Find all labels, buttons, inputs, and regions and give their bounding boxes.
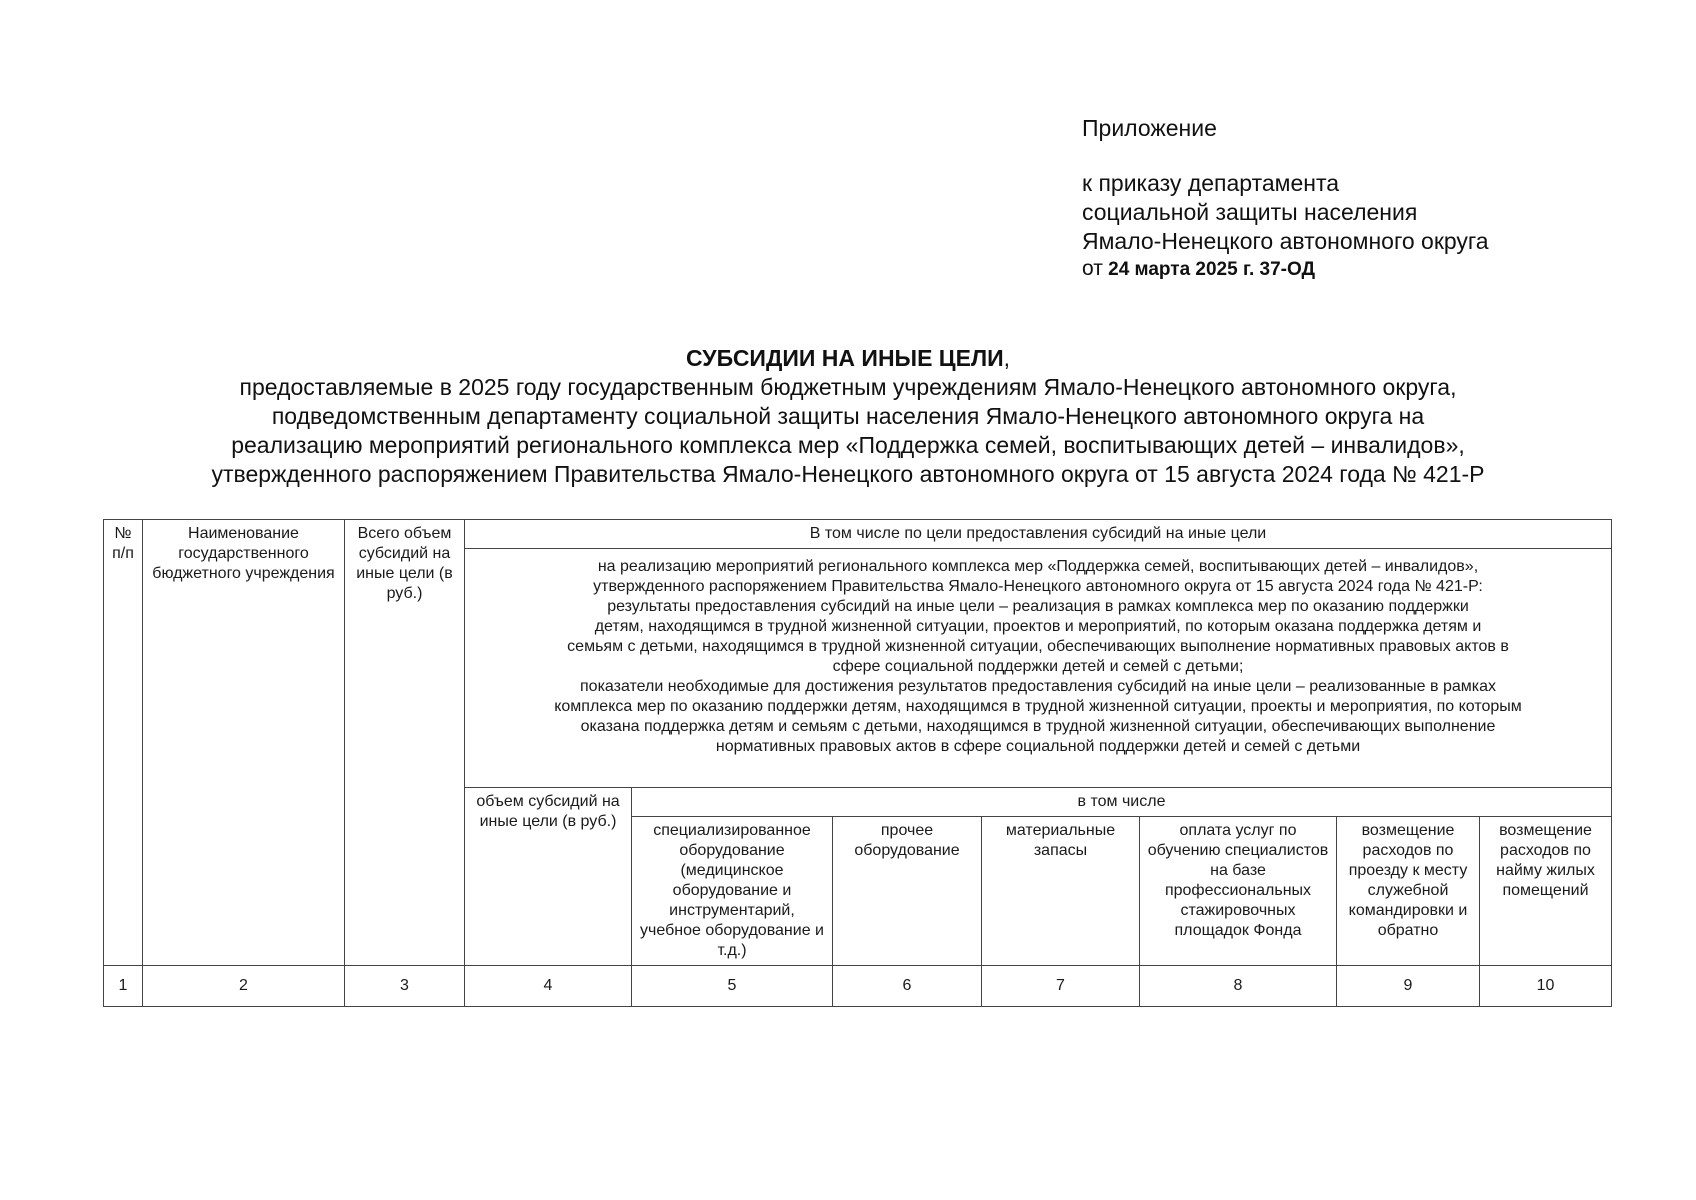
- column-number: 7: [982, 966, 1140, 1007]
- header-total-volume: Всего объем субсидий на иные цели (в руб.): [345, 520, 465, 966]
- header-specialized-equipment: специализированное оборудование (медицинское оборудование и инструментарий, учебное оборудование и т.д.): [632, 817, 833, 966]
- header-institution-name: Наименование государственного бюджетного учреждения: [143, 520, 345, 966]
- header-including: в том числе: [632, 788, 1612, 817]
- column-number: 4: [465, 966, 632, 1007]
- title-line-1: предоставляемые в 2025 году государственным бюджетным учреждениям Ямало-Ненецкого автономного округа,: [239, 374, 1457, 400]
- goal-line: детям, находящимся в трудной жизненной ситуации, проектов и мероприятий, по которым оказана поддержка детям и: [594, 618, 1482, 635]
- column-number-row: [104, 966, 1612, 1007]
- column-number: 10: [1480, 966, 1612, 1007]
- header-number: № п/п: [104, 520, 143, 966]
- appendix-block: [1082, 114, 1602, 283]
- header-travel-reimbursement: возмещение расходов по проезду к месту служебной командировки и обратно: [1337, 817, 1480, 966]
- appendix-gap: [1082, 143, 1602, 169]
- column-number: 2: [143, 966, 345, 1007]
- goal-line: оказана поддержка детям и семьям с детьми, находящимся в трудной жизненной ситуации, обеспечивающих выполнение: [580, 718, 1496, 735]
- column-number: 3: [345, 966, 465, 1007]
- column-number: 8: [1140, 966, 1337, 1007]
- column-number: 5: [632, 966, 833, 1007]
- goal-line: сфере социальной поддержки детей и семей с детьми;: [832, 658, 1244, 675]
- subsidies-table: [103, 519, 1612, 1007]
- column-number: 1: [104, 966, 143, 1007]
- document-title: [80, 344, 1616, 489]
- order-date-value: 24 марта 2025 г. 37-ОД: [1108, 259, 1316, 280]
- column-number: 9: [1337, 966, 1480, 1007]
- header-material-stocks: материальные запасы: [982, 817, 1140, 966]
- goal-line: семьям с детьми, находящимся в трудной жизненной ситуации, обеспечивающих выполнение нормативных правовых актов в: [567, 638, 1509, 655]
- appendix-line-2: социальной защиты населения: [1082, 199, 1418, 225]
- title-line-4: утвержденного распоряжением Правительства Ямало-Ненецкого автономного округа от 15 августа 2024 года № 421-Р: [211, 461, 1485, 487]
- title-line-2: подведомственным департаменту социальной защиты населения Ямало-Ненецкого автономного округа на: [271, 403, 1425, 429]
- appendix-line-1: к приказу департамента: [1082, 170, 1340, 196]
- header-housing-reimbursement: возмещение расходов по найму жилых помещений: [1480, 817, 1612, 966]
- appendix-line-3: Ямало-Ненецкого автономного округа: [1082, 228, 1489, 254]
- order-date-prefix: от: [1082, 257, 1103, 280]
- column-number: 6: [833, 966, 982, 1007]
- order-date: [1082, 256, 1602, 283]
- appendix-label: Приложение: [1082, 115, 1217, 141]
- header-goal-description: [465, 549, 1612, 788]
- title-main: СУБСИДИИ НА ИНЫЕ ЦЕЛИ: [685, 345, 1004, 371]
- goal-line: результаты предоставления субсидий на иные цели – реализация в рамках комплекса мер по оказанию поддержки: [607, 598, 1469, 615]
- title-comma: ,: [1003, 345, 1011, 371]
- header-row-1: [104, 520, 1612, 549]
- header-other-equipment: прочее оборудование: [833, 817, 982, 966]
- goal-line: нормативных правовых актов в сфере социальной поддержки детей и семей с детьми: [715, 738, 1361, 755]
- goal-line: утвержденного распоряжением Правительства Ямало-Ненецкого автономного округа от 15 августа 2024 года № 421-Р:: [593, 578, 1483, 595]
- header-goal-volume: объем субсидий на иные цели (в руб.): [465, 788, 632, 966]
- title-line-3: реализацию мероприятий регионального комплекса мер «Поддержка семей, воспитывающих детей – инвалидов»,: [231, 432, 1465, 458]
- title-main-line: [80, 344, 1616, 373]
- header-including-goal: В том числе по цели предоставления субсидий на иные цели: [465, 520, 1612, 549]
- goal-line: на реализацию мероприятий регионального комплекса мер «Поддержка семей, воспитывающих детей – инвалидов»,: [597, 558, 1479, 575]
- header-training-payment: оплата услуг по обучению специалистов на базе профессиональных стажировочных площадок Фонда: [1140, 817, 1337, 966]
- goal-line: комплекса мер по оказанию поддержки детям, находящимся в трудной жизненной ситуации, проекты и мероприятия, по которым: [554, 698, 1522, 715]
- goal-line: показатели необходимые для достижения результатов предоставления субсидий на иные цели – реализованные в рамках: [580, 678, 1496, 695]
